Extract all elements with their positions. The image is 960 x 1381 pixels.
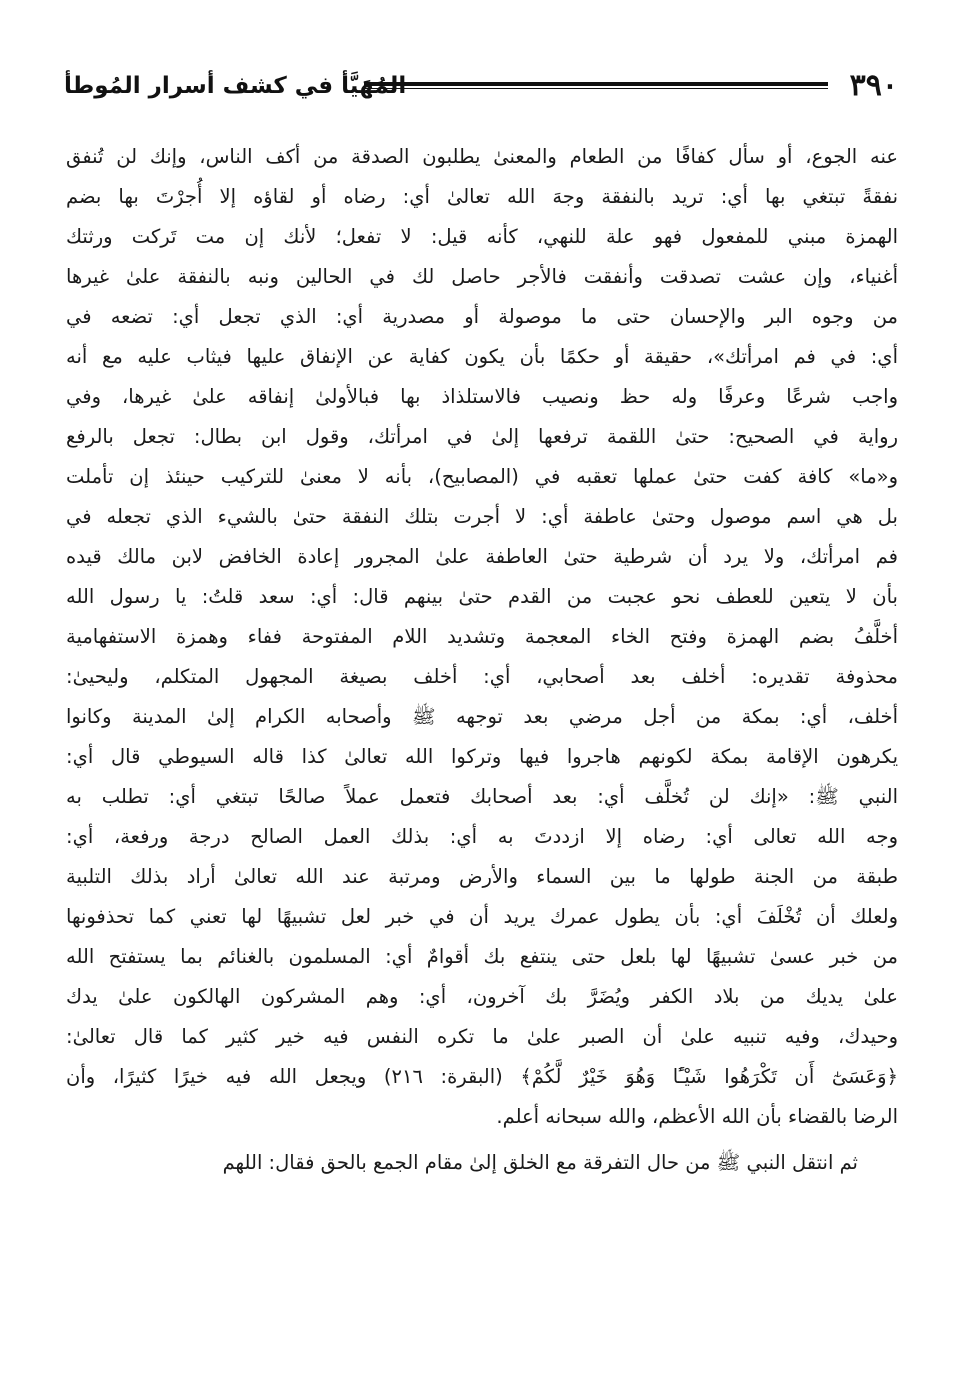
text-line: واجب شرعًا وعرفًا وله حظ ونصيب فالاستلذاذ بها فبالأولىٰ إنفاقه علىٰ غيرها، وفي [66,385,898,408]
header-rule-thick [364,82,828,86]
text-line: عنه الجوع، أو سأل كفافًا من الطعام والمعنىٰ يطلبون الصدقة من أكف الناس، وإنك لن تُنفق [66,145,898,168]
text-line: وحيدك، وفيه تنبيه علىٰ أن الصبر علىٰ ما تكره النفس فيه خير كثير كما قال تعالىٰ: [66,1025,898,1048]
body-text [66,137,898,1183]
text-line: النبي ﷺ: «إنك لن تُخلَّف أي: بعد أصحابك فتعمل عملاً صالحًا تبتغي أي: تطلب به [66,785,898,808]
text-line: الهمزة مبني للمفعول فهو علة للنهي، كأنه قيل: لا تفعل؛ لأنك إن مت تَركت ورثتك [66,225,898,248]
text-line: علىٰ يديك من بلاد الكفر ويُضَرَّ بك آخرون، أي: وهم المشركون الهالكون علىٰ يدك [66,985,898,1008]
header-rule-thin [364,88,828,89]
closing-paragraph: ثم انتقل النبي ﷺ من حال التفرقة مع الخلق إلىٰ مقام الجمع بالحق فقال: اللهم [222,1151,858,1174]
text-line: الرضا بالقضاء بأن الله الأعظم، والله سبحانه أعلم. [496,1105,898,1128]
text-line: أخلف، أي: بمكة من أجل مرضي بعد توجهه ﷺ وأصحابه الكرام إلىٰ المدينة وكانوا [66,705,898,728]
text-line: وجه الله تعالى أي: رضاه إلا ازددتَ به أي: بذلك العمل الصالح درجة ورفعة، أي: [66,825,898,848]
text-line: أخلَّفُ بضم الهمزة وفتح الخاء المعجمة وتشديد اللام المفتوحة ففاء وهمزة الاستفهامية [66,625,898,648]
text-line: أي: في فم امرأتك»، حقيقة أو حكمًا بأن يكون كفاية عن الإنفاق عليها فيثاب عليه مع أنه [66,345,898,368]
text-line: طبقة من الجنة طولها ما بين السماء والأرض ومرتبة عند الله تعالىٰ أراد بذلك التلبية [66,865,898,888]
text-line: محذوفة تقديره: أخلف بعد أصحابي، أي: أخلف بصيغة المجهول المتكلم، وليحيىٰ: [66,665,898,688]
book-title: المُهَيَّأ في كشف أسرار المُوطأ [64,73,407,99]
text-line: بأن لا يتعين للعطف نحو عجبت من القدم حتىٰ بينهم قال: أي: سعد قلتُ: يا رسول الله [66,585,898,608]
text-line: بل هي اسم موصول وحتىٰ عاطفة أي: لا أجرت بتلك النفقة حتىٰ بالشيء الذي تجعله في [66,505,898,528]
page-header [64,68,898,108]
text-line: رواية في الصحيح: حتىٰ اللقمة ترفعها إلىٰ في امرأتك، وقول ابن بطال: تجعل بالرفع [66,425,898,448]
text-line: يكرهون الإقامة بمكة لكونهم هاجروا فيها وتركوا الله تعالىٰ كذا قاله السيوطي قال أي: [66,745,898,768]
header-rule [364,82,828,91]
text-line: فم امرأتك، ولا يرد أن شرطية حتىٰ العاطفة علىٰ المجرور إعادة الخافض لابن مالك قيده [66,545,898,568]
text-line: و«ما» كافة كفت حتىٰ عملها تعقبه في (المصابيح)، بأنه لا معنىٰ للتركيب حينئذ إن تأملت [66,465,898,488]
text-line: من وجوه البر والإحسان حتى ما موصولة أو مصدرية أي: الذي تجعل أي: تضعه في [66,305,898,328]
text-line: أغنياء، وإن عشت تصدقت وأنفقت فالأجر حاصل لك في الحالين ونبه بالنفقة علىٰ غيرها [66,265,898,288]
text-line: نفقةً تبتغي بها أي: تريد بالنفقة وجهَ الله تعالىٰ أي: رضاه أو لقاؤه إلا أُجرْتَ بها بضم [66,185,898,208]
text-line: ولعلك أن تُخْلَفَ أي: بأن يطول عمرك يريد أن في خبر لعل تشبيهًا لها تعني كما تحذفونها [66,905,898,928]
page-number: ٣٩٠ [849,68,898,103]
text-line: من خبر عسىٰ تشبيهًا لها بلعل حتى ينتفع بك أقوامٌ أي: المسلمون بالغنائم بما يستفتح الله [66,945,898,968]
text-line: ﴿وَعَسَىٰٓ أَن تَكْرَهُوا شَيْـًٔا وَهُوَ خَيْرٌ لَّكُمْ﴾ (البقرة: ٢١٦) ويجعل الله فيه خيرًا كثيرًا، وأن [66,1065,898,1088]
